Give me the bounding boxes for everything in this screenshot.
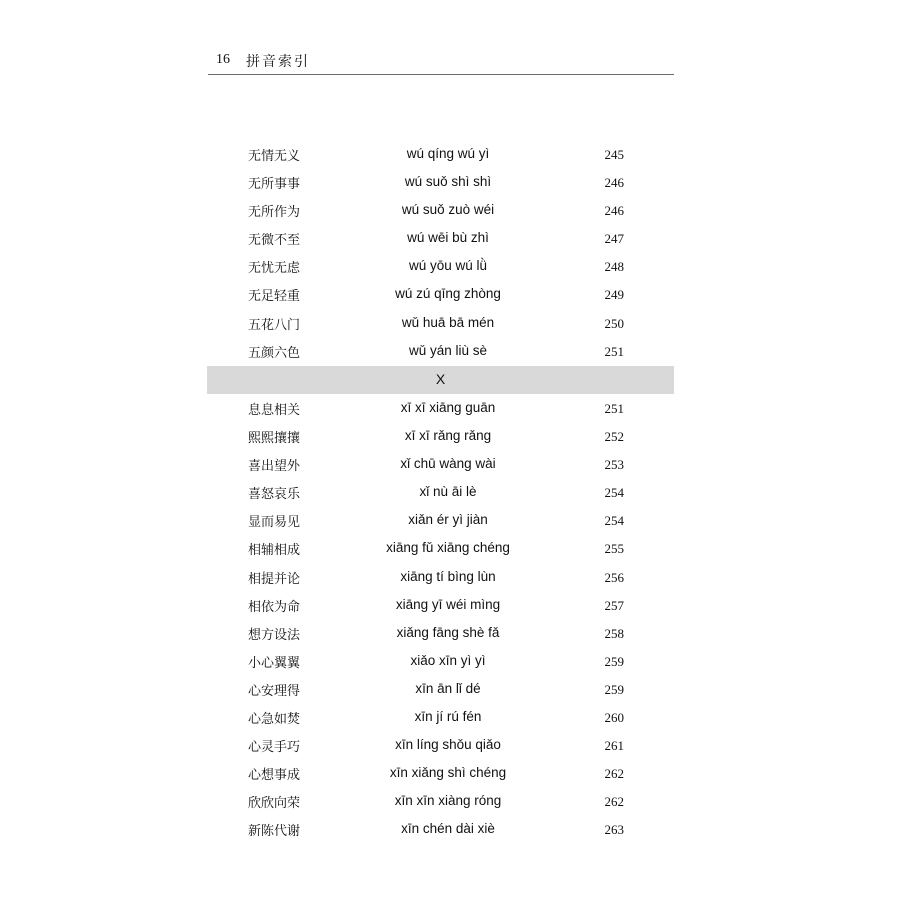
- idiom-text: 心想事成: [248, 768, 301, 784]
- index-row: [208, 506, 674, 534]
- page-ref: 245: [604, 147, 624, 162]
- idiom-text: 相依为命: [248, 599, 301, 615]
- page-ref: 261: [604, 738, 624, 754]
- page-ref: 257: [604, 597, 624, 613]
- pinyin-text: xǐ chū wàng wài: [400, 456, 496, 472]
- index-row: [208, 309, 674, 337]
- page-ref: 254: [604, 513, 624, 529]
- idiom-text: 相辅相成: [248, 543, 301, 559]
- index-row: [208, 252, 674, 280]
- pinyin-text: wú qíng wú yì: [406, 146, 490, 161]
- page-ref: 246: [604, 203, 624, 219]
- index-row: [208, 280, 674, 308]
- page-ref: 251: [604, 401, 624, 416]
- idiom-text: 无忧无虑: [248, 261, 301, 277]
- index-row: [208, 759, 674, 787]
- pinyin-text: wú yōu wú lǜ: [408, 258, 488, 274]
- pinyin-text: xiāng fǔ xiāng chéng: [386, 540, 510, 556]
- page-ref: 263: [604, 822, 624, 838]
- idiom-text: 心灵手巧: [248, 740, 301, 756]
- pinyin-text: xiāng yī wéi mìng: [395, 596, 501, 612]
- pinyin-text: xīn líng shǒu qiǎo: [395, 737, 501, 753]
- page-ref: 262: [604, 794, 624, 810]
- pinyin-text: xiǎo xīn yì yì: [410, 652, 486, 668]
- index-section-w: [208, 140, 674, 365]
- idiom-text: 熙熙攘攘: [248, 431, 301, 447]
- pinyin-text: wǔ yán liù sè: [408, 342, 488, 358]
- idiom-text: 五颜六色: [248, 345, 301, 361]
- idiom-text: 欣欣向荣: [248, 796, 301, 812]
- pinyin-text: xī xī xiāng guān: [400, 400, 496, 415]
- page-ref: 252: [604, 429, 624, 445]
- index-row: [208, 591, 674, 619]
- page-ref: 248: [604, 259, 624, 275]
- index-row: [208, 224, 674, 252]
- page-ref: 249: [604, 287, 624, 303]
- idiom-text: 五花八门: [248, 317, 301, 333]
- idiom-text: 心安理得: [248, 683, 301, 699]
- index-section-x: [208, 394, 674, 844]
- pinyin-text: xīn jí rú fén: [414, 709, 482, 725]
- idiom-text: 显而易见: [248, 515, 301, 531]
- idiom-text: 新陈代谢: [248, 824, 301, 840]
- pinyin-text: wú suǒ shì shì: [404, 174, 492, 190]
- page-number: 16: [216, 52, 230, 67]
- idiom-text: 无微不至: [248, 233, 301, 249]
- index-row: [208, 703, 674, 731]
- idiom-text: 喜出望外: [248, 459, 301, 475]
- idiom-text: 相提并论: [248, 571, 301, 587]
- page-ref: 256: [604, 569, 624, 585]
- index-row: [208, 450, 674, 478]
- index-row: [208, 563, 674, 591]
- index-row: [208, 787, 674, 815]
- pinyin-text: xiāng tí bìng lùn: [400, 568, 496, 584]
- page-ref: 259: [604, 653, 624, 669]
- index-row: [208, 478, 674, 506]
- pinyin-text: xīn ān lǐ dé: [415, 680, 481, 696]
- letter-heading: X: [435, 371, 446, 387]
- index-row: [208, 815, 674, 843]
- pinyin-text: xīn xiǎng shì chéng: [389, 765, 507, 781]
- page-ref: 259: [604, 681, 624, 697]
- index-row: [208, 731, 674, 759]
- idiom-text: 无情无义: [248, 149, 301, 164]
- idiom-text: 无所事事: [248, 177, 301, 193]
- pinyin-text: xīn xīn xiàng róng: [394, 793, 502, 809]
- index-row: [208, 647, 674, 675]
- pinyin-text: xī xī rǎng rǎng: [404, 428, 492, 444]
- idiom-text: 无足轻重: [248, 289, 301, 305]
- letter-heading-band: [207, 366, 674, 394]
- idiom-text: 无所作为: [248, 205, 301, 221]
- pinyin-text: wǔ huā bā mén: [401, 314, 495, 330]
- page-ref: 247: [604, 231, 624, 247]
- page-ref: 246: [604, 175, 624, 191]
- index-row: [208, 196, 674, 224]
- index-row: [208, 394, 674, 422]
- page-header: [208, 50, 674, 75]
- pinyin-text: xīn chén dài xiè: [401, 821, 495, 837]
- section-title: 拼音索引: [246, 54, 310, 70]
- page-ref: 255: [604, 541, 624, 557]
- pinyin-text: xiǎn ér yì jiàn: [408, 512, 488, 528]
- idiom-text: 想方设法: [248, 627, 301, 643]
- idiom-text: 喜怒哀乐: [248, 487, 301, 503]
- idiom-text: 息息相关: [248, 403, 301, 418]
- page-ref: 254: [604, 485, 624, 501]
- page-ref: 250: [604, 315, 624, 331]
- page-ref: 260: [604, 710, 624, 726]
- idiom-text: 小心翼翼: [248, 655, 301, 671]
- index-row: [208, 337, 674, 365]
- pinyin-text: wú suǒ zuò wéi: [401, 202, 495, 218]
- page-ref: 262: [604, 766, 624, 782]
- pinyin-text: wú zú qīng zhòng: [395, 286, 501, 302]
- pinyin-text: wú wēi bù zhì: [407, 230, 489, 246]
- page-ref: 258: [604, 625, 624, 641]
- index-row: [208, 422, 674, 450]
- index-row: [208, 675, 674, 703]
- index-row: [208, 534, 674, 562]
- pinyin-text: xǐ nù āi lè: [419, 484, 477, 500]
- idiom-text: 心急如焚: [248, 712, 301, 728]
- page-ref: 251: [604, 343, 624, 359]
- pinyin-text: xiǎng fāng shè fǎ: [396, 624, 500, 640]
- index-row: [208, 140, 674, 168]
- page-ref: 253: [604, 457, 624, 473]
- index-row: [208, 168, 674, 196]
- index-row: [208, 619, 674, 647]
